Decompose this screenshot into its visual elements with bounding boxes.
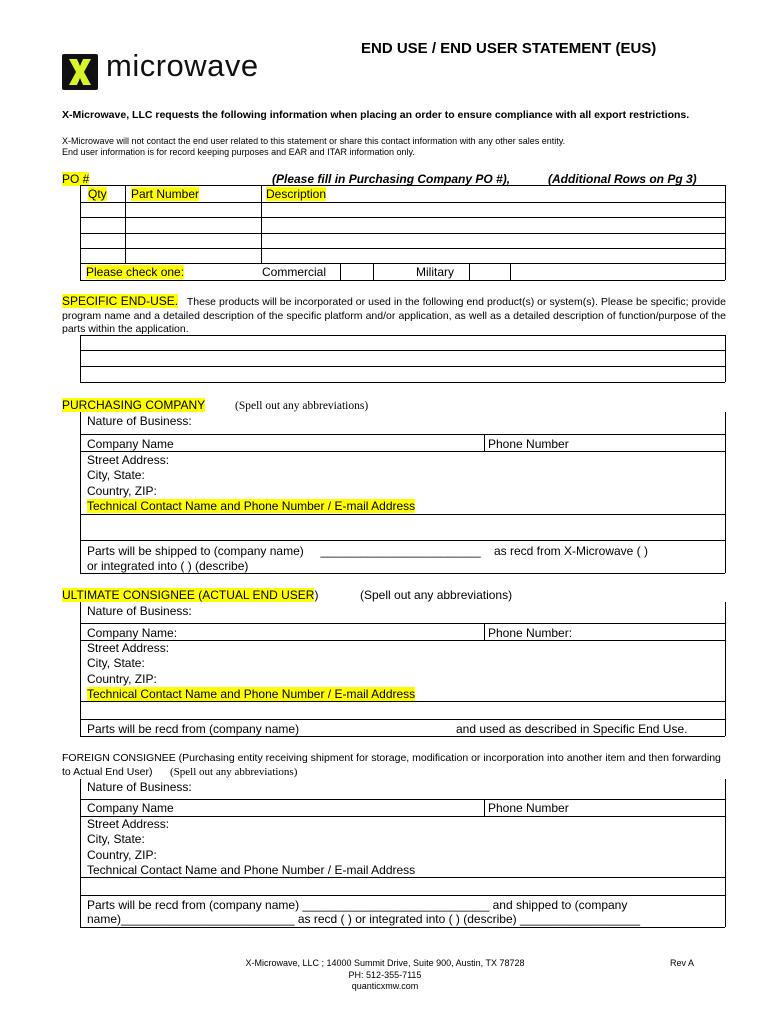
col-part-number: Part Number <box>131 187 200 201</box>
military-checkbox[interactable] <box>470 264 509 279</box>
military-label: Military <box>416 265 454 279</box>
purchasing-integrated-line: or integrated into ( ) (describe) <box>87 559 249 573</box>
commercial-label: Commercial <box>262 265 327 279</box>
foreign-nature: Nature of Business: <box>87 780 192 794</box>
footer-phone: PH: 512-355-7115 <box>348 969 422 980</box>
purchasing-phone: Phone Number <box>488 437 569 451</box>
logo-wordmark: microwave <box>106 48 259 83</box>
commercial-checkbox[interactable] <box>341 264 372 279</box>
page-footer <box>0 958 770 993</box>
foreign-company-name: Company Name <box>87 801 174 815</box>
purchasing-country: Country, ZIP: <box>87 484 157 498</box>
ultimate-heading: ULTIMATE CONSIGNEE (ACTUAL END USER <box>62 588 315 602</box>
ultimate-heading-line: ULTIMATE CONSIGNEE (ACTUAL END USER) <box>62 588 319 602</box>
po-additional-rows: (Additional Rows on Pg 3) <box>548 172 697 186</box>
foreign-tech-contact: Technical Contact Name and Phone Number / E-mail Address <box>87 863 416 877</box>
ultimate-tech-contact: Technical Contact Name and Phone Number / E-mail Address <box>87 687 416 701</box>
purchasing-nature: Nature of Business: <box>87 414 192 428</box>
logo-mark <box>62 54 98 90</box>
ultimate-street: Street Address: <box>87 641 170 655</box>
ultimate-recd-label: Parts will be recd from (company name) <box>87 722 300 736</box>
purchasing-heading: PURCHASING COMPANY <box>62 398 206 412</box>
foreign-country: Country, ZIP: <box>87 848 157 862</box>
intro-line-1: X-Microwave will not contact the end user related to this statement or share this contact information with any other sales entity. <box>62 136 566 146</box>
foreign-city: City, State: <box>87 832 145 846</box>
foreign-street: Street Address: <box>87 817 170 831</box>
ultimate-phone: Phone Number: <box>488 626 573 640</box>
purchasing-company-name: Company Name <box>87 437 174 451</box>
end-use-heading: SPECIFIC END-USE. <box>62 294 179 308</box>
col-description: Description <box>266 187 327 201</box>
ultimate-recd-tail: and used as described in Specific End Use. <box>456 722 688 736</box>
intro-line-2: End user information is for record keeping purposes and EAR and ITAR information only. <box>62 147 415 157</box>
purchasing-city: City, State: <box>87 468 145 482</box>
foreign-recd-line-2: name)__________________________ as recd ( ) or integrated into ( ) (describe) __________________ <box>87 912 641 926</box>
po-note: (Please fill in Purchasing Company PO #), <box>272 172 511 186</box>
foreign-heading: FOREIGN CONSIGNEE (Purchasing entity receiving shipment for storage, modification or incorporation into another item and then forwarding to Actual End User) <box>62 752 721 778</box>
ultimate-spell: (Spell out any abbreviations) <box>360 588 513 602</box>
footer-web[interactable]: quanticxmw.com <box>351 981 419 991</box>
check-label: Please check one: <box>86 265 185 279</box>
company-logo <box>62 48 282 92</box>
ultimate-city: City, State: <box>87 656 145 670</box>
intro-bold: X-Microwave, LLC requests the following information when placing an order to ensure compliance with all export restrictions. <box>62 109 690 121</box>
end-use-paragraph <box>62 295 726 337</box>
foreign-spell: (Spell out any abbreviations) <box>169 766 298 778</box>
purchasing-tech-contact: Technical Contact Name and Phone Number / E-mail Address <box>87 499 416 513</box>
end-use-text: These products will be incorporated or used in the following end product(s) or system(s). Please be specific; provide program name and a detailed description of the specific platform and/or application, as well as a detailed description of function/purpose of the parts within the application. <box>62 296 726 335</box>
ultimate-company-name: Company Name: <box>87 626 178 640</box>
ultimate-nature: Nature of Business: <box>87 604 192 618</box>
col-qty: Qty <box>88 187 107 201</box>
foreign-phone: Phone Number <box>488 801 569 815</box>
footer-address: X-Microwave, LLC ; 14000 Summit Drive, Suite 900, Austin, TX 78728 <box>245 958 525 968</box>
purchasing-spell: (Spell out any abbreviations) <box>235 400 369 412</box>
foreign-recd-line-1: Parts will be recd from (company name) ____________________________ and shipped to (company <box>87 898 628 912</box>
page-title: END USE / END USER STATEMENT (EUS) <box>361 40 657 57</box>
revision-label: Rev A <box>670 958 695 968</box>
purchasing-street: Street Address: <box>87 453 170 467</box>
purchasing-ship-line: Parts will be shipped to (company name) ________________________ as recd from X-Microwave ( ) <box>87 544 648 558</box>
po-label: PO # <box>62 172 90 186</box>
logo-x-icon <box>62 54 98 90</box>
ultimate-country: Country, ZIP: <box>87 672 157 686</box>
foreign-heading-block <box>62 751 726 779</box>
